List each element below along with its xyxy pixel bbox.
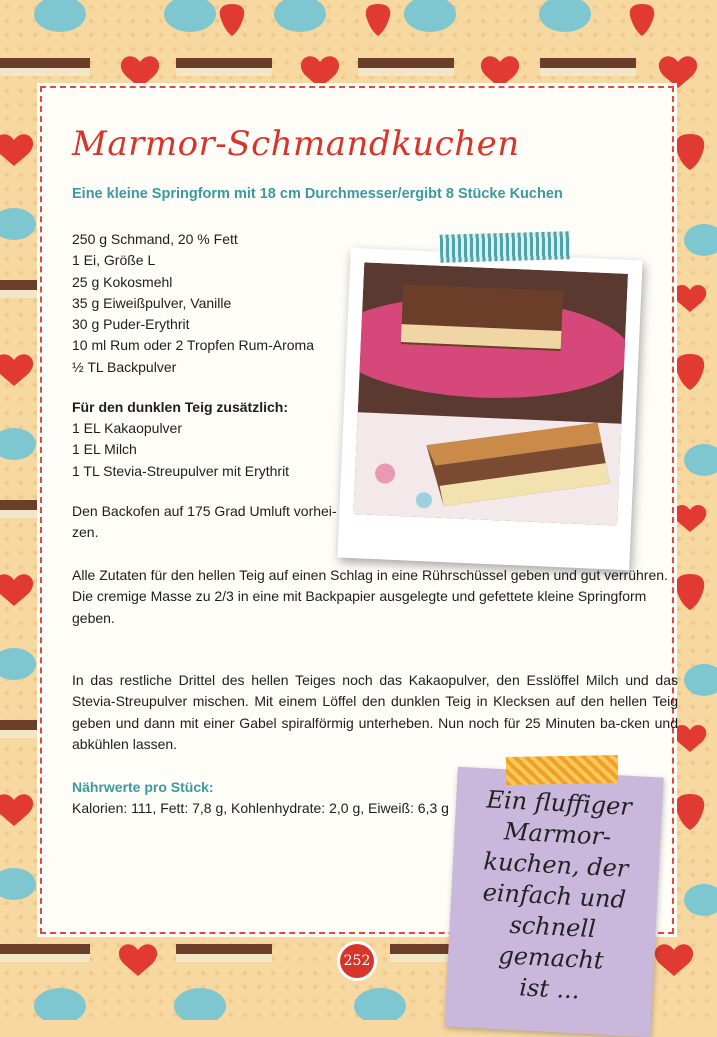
nutrition-values: Kalorien: 111, Fett: 7,8 g, Kohlenhydrate: 2,0 g, Eiweiß: 6,3 g — [72, 800, 449, 816]
nutrition-heading: Nährwerte pro Stück: — [72, 779, 214, 795]
ingredient-item: 1 TL Stevia-Streupulver mit Erythrit — [72, 462, 290, 479]
dark-dough-heading: Für den dunklen Teig zusätzlich: — [72, 399, 288, 415]
ingredient-list — [72, 229, 314, 378]
cake-slice-icon — [0, 944, 450, 962]
teapot-icon — [34, 988, 406, 1020]
ingredient-item: ½ TL Backpulver — [72, 358, 177, 375]
cake-photo-image — [353, 262, 628, 525]
note-text: Ein fluffiger Marmor- kuchen, der einfach und schnell gemacht ist ... — [482, 785, 633, 1005]
ingredient-item: 1 Ei, Größe L — [72, 252, 156, 269]
ingredient-item: 25 g Kokosmehl — [72, 273, 173, 290]
cake-photo — [337, 248, 642, 570]
ingredient-item: 10 ml Rum oder 2 Tropfen Rum-Aroma — [72, 337, 314, 354]
sticky-note — [444, 767, 663, 1037]
step-preheat: Den Backofen auf 175 Grad Umluft vorhei-zen. — [72, 503, 337, 541]
ingredient-item: 250 g Schmand, 20 % Fett — [72, 231, 238, 247]
tape-strip — [440, 231, 571, 262]
recipe-subtitle: Eine kleine Springform mit 18 cm Durchmesser/ergibt 8 Stücke Kuchen — [72, 186, 563, 202]
tape-strip — [506, 755, 618, 785]
ingredient-item: 30 g Puder-Erythrit — [72, 316, 190, 333]
dark-ingredient-list — [72, 418, 289, 482]
page-number: 252 — [340, 944, 374, 978]
ingredient-item: 1 EL Milch — [72, 441, 137, 458]
ingredient-item: 1 EL Kakaopulver — [72, 420, 182, 436]
teapot-icon — [34, 0, 591, 32]
ingredient-item: 35 g Eiweißpulver, Vanille — [72, 294, 232, 311]
step-marble: In das restliche Drittel des hellen Teiges noch das Kakaopulver, den Esslöffel Milch und das Stevia-Streupulver mischen. Mit einem Löffel den dunklen Teig in Klecksen auf den hellen Teig geben und dann mit einer Gabel spiralförmig unterheben. Nun noch für 25 Minuten ba-cken und abkühlen lassen. — [72, 672, 678, 752]
recipe-title: Marmor-Schmandkuchen — [72, 124, 520, 164]
step-mix: Alle Zutaten für den hellen Teig auf einen Schlag in eine Rührschüssel geben und gut verrühren. Die cremige Masse zu 2/3 in eine mit Backpapier ausgelegte und gefettete kleine Springform geben. — [72, 567, 668, 626]
